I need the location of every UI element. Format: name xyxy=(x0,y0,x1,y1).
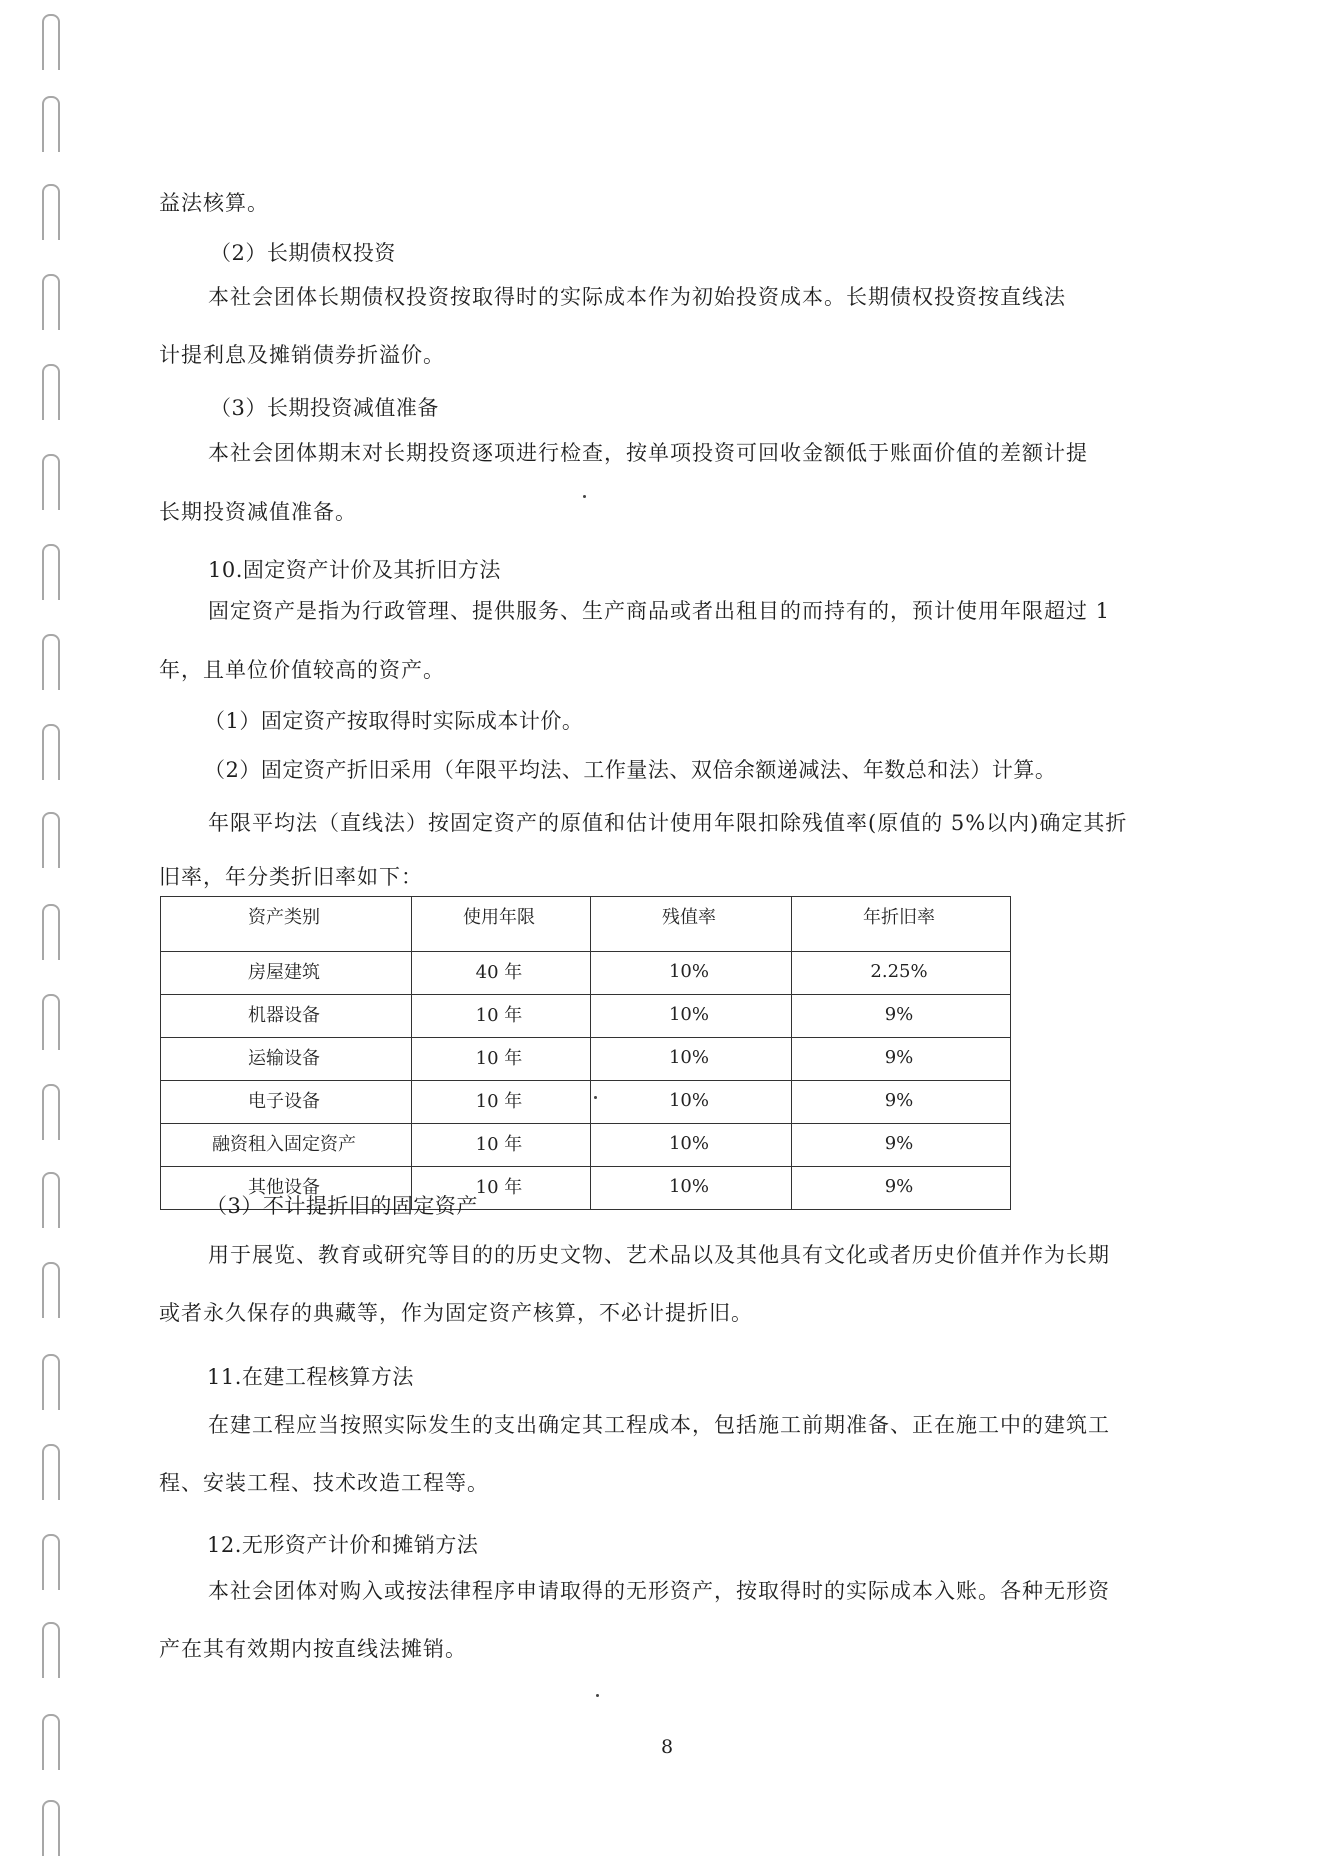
binding-ring xyxy=(42,634,60,690)
binding-ring xyxy=(42,1714,60,1770)
cell-depreciation-rate: 9% xyxy=(792,1167,1011,1210)
list-item: （3）不计提折旧的固定资产 xyxy=(206,1194,478,1218)
table-row xyxy=(161,1081,1011,1124)
binding-ring xyxy=(42,14,60,70)
paragraph: 程、安装工程、技术改造工程等。 xyxy=(159,1471,489,1495)
paragraph: 旧率，年分类折旧率如下： xyxy=(159,865,423,889)
cell-useful-life: 10 年 xyxy=(412,1038,591,1081)
column-header: 年折旧率 xyxy=(792,897,1011,952)
paragraph: 年，且单位价值较高的资产。 xyxy=(159,658,445,682)
cell-residual-rate: 10% xyxy=(591,1038,792,1081)
table-row xyxy=(161,1038,1011,1081)
list-item: （1）固定资产按取得时实际成本计价。 xyxy=(204,709,584,733)
section-heading: 10.固定资产计价及其折旧方法 xyxy=(208,558,501,582)
cell-asset-type: 其他设备 xyxy=(161,1167,412,1210)
paragraph: 本社会团体长期债权投资按取得时的实际成本作为初始投资成本。长期债权投资按直线法 xyxy=(208,285,1066,309)
cell-depreciation-rate: 9% xyxy=(792,1038,1011,1081)
section-heading: 11.在建工程核算方法 xyxy=(207,1365,414,1389)
table-row xyxy=(161,1124,1011,1167)
binding-ring xyxy=(42,1354,60,1410)
binding-ring xyxy=(42,1262,60,1318)
subheading: （3）长期投资减值准备 xyxy=(210,396,439,420)
binding-ring xyxy=(42,274,60,330)
section-heading: 12.无形资产计价和摊销方法 xyxy=(207,1533,479,1557)
column-header: 资产类别 xyxy=(161,897,412,952)
subheading: （2）长期债权投资 xyxy=(210,241,396,265)
binding-ring xyxy=(42,1084,60,1140)
cell-residual-rate: 10% xyxy=(591,1167,792,1210)
binding-rings xyxy=(36,0,66,1870)
list-item: （2）固定资产折旧采用（年限平均法、工作量法、双倍余额递减法、年数总和法）计算。 xyxy=(204,758,1057,782)
binding-ring xyxy=(42,812,60,868)
paragraph: 长期投资减值准备。 xyxy=(159,500,357,524)
binding-ring xyxy=(42,724,60,780)
binding-ring xyxy=(42,994,60,1050)
binding-ring xyxy=(42,96,60,152)
cell-residual-rate: 10% xyxy=(591,1124,792,1167)
paragraph: 年限平均法（直线法）按固定资产的原值和估计使用年限扣除残值率(原值的 5%以内)确定其折 xyxy=(208,811,1128,835)
cell-residual-rate: 10% xyxy=(591,952,792,995)
cell-asset-type: 电子设备 xyxy=(161,1081,412,1124)
binding-ring xyxy=(42,184,60,240)
paragraph: 在建工程应当按照实际发生的支出确定其工程成本，包括施工前期准备、正在施工中的建筑工 xyxy=(208,1413,1110,1437)
table-row xyxy=(161,952,1011,995)
cell-asset-type: 机器设备 xyxy=(161,995,412,1038)
binding-ring xyxy=(42,1622,60,1678)
paragraph: 计提利息及摊销债券折溢价。 xyxy=(159,343,445,367)
paragraph: 本社会团体对购入或按法律程序申请取得的无形资产，按取得时的实际成本入账。各种无形资 xyxy=(208,1579,1110,1603)
table-header-row xyxy=(161,897,1011,952)
cell-depreciation-rate: 9% xyxy=(792,1124,1011,1167)
paragraph: 或者永久保存的典藏等，作为固定资产核算，不必计提折旧。 xyxy=(159,1301,753,1325)
paragraph: 产在其有效期内按直线法摊销。 xyxy=(159,1637,467,1661)
column-header: 残值率 xyxy=(591,897,792,952)
table-row xyxy=(161,995,1011,1038)
binding-ring xyxy=(42,364,60,420)
column-header: 使用年限 xyxy=(412,897,591,952)
paragraph: 用于展览、教育或研究等目的的历史文物、艺术品以及其他具有文化或者历史价值并作为长期 xyxy=(208,1243,1110,1267)
scan-speck xyxy=(594,1096,597,1099)
cell-useful-life: 10 年 xyxy=(412,1167,591,1210)
cell-useful-life: 10 年 xyxy=(412,1081,591,1124)
cell-asset-type: 房屋建筑 xyxy=(161,952,412,995)
depreciation-table xyxy=(160,896,1011,1210)
paragraph: 本社会团体期末对长期投资逐项进行检查，按单项投资可回收金额低于账面价值的差额计提 xyxy=(208,441,1088,465)
paragraph: 益法核算。 xyxy=(159,191,269,215)
cell-useful-life: 10 年 xyxy=(412,995,591,1038)
binding-ring xyxy=(42,454,60,510)
cell-depreciation-rate: 2.25% xyxy=(792,952,1011,995)
cell-useful-life: 40 年 xyxy=(412,952,591,995)
page-number: 8 xyxy=(660,1736,674,1758)
cell-residual-rate: 10% xyxy=(591,1081,792,1124)
scan-speck xyxy=(596,1694,599,1697)
cell-residual-rate: 10% xyxy=(591,995,792,1038)
paragraph: 固定资产是指为行政管理、提供服务、生产商品或者出租目的而持有的，预计使用年限超过 1 xyxy=(208,599,1111,623)
cell-asset-type: 运输设备 xyxy=(161,1038,412,1081)
cell-useful-life: 10 年 xyxy=(412,1124,591,1167)
cell-depreciation-rate: 9% xyxy=(792,995,1011,1038)
binding-ring xyxy=(42,1534,60,1590)
scan-speck xyxy=(583,495,586,498)
binding-ring xyxy=(42,544,60,600)
binding-ring xyxy=(42,1172,60,1228)
cell-depreciation-rate: 9% xyxy=(792,1081,1011,1124)
binding-ring xyxy=(42,1444,60,1500)
cell-asset-type: 融资租入固定资产 xyxy=(161,1124,412,1167)
binding-ring xyxy=(42,1800,60,1856)
binding-ring xyxy=(42,904,60,960)
